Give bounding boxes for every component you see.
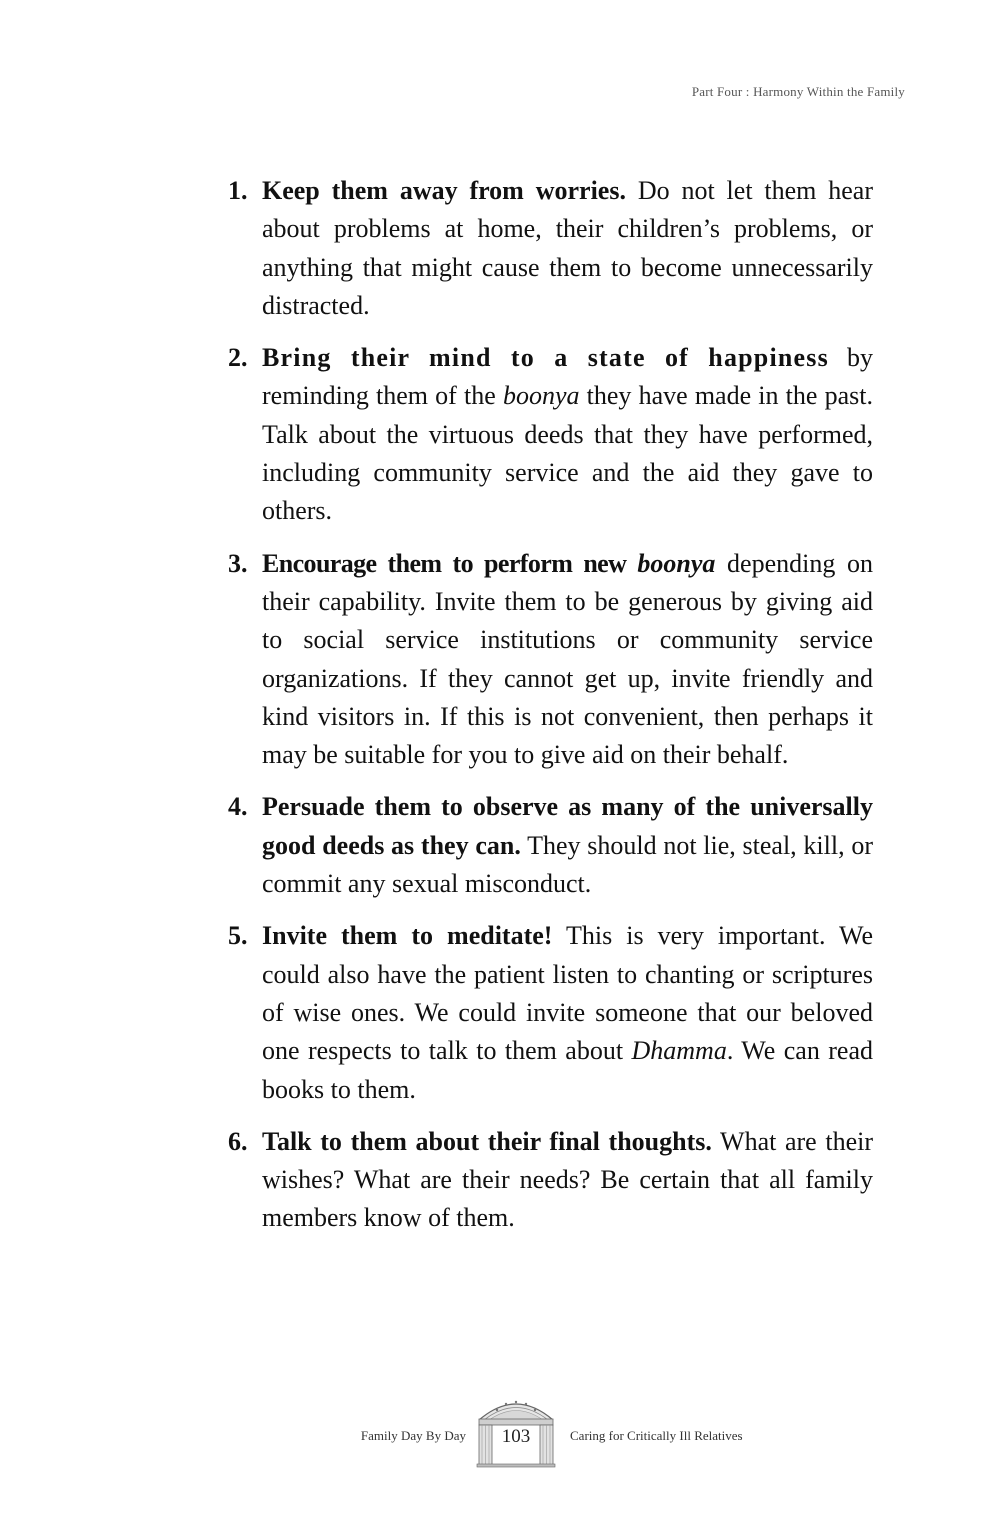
item-number: 3. bbox=[228, 548, 248, 578]
item-body: Do not let them hear about problems at home, their children’s problems, or anything that might cause them to become unnecessarily distracted. bbox=[262, 176, 873, 320]
item-body: They should not lie, steal, kill, or commit any sexual misconduct. bbox=[262, 830, 873, 899]
numbered-list bbox=[228, 172, 873, 1252]
item-term bbox=[637, 549, 715, 578]
list-item bbox=[228, 917, 873, 1108]
item-body: depending on their capability. Invite them to be generous by giving aid to social service institutions or community service organizations. If they cannot get up, invite friendly and kind visitors in. If this is not convenient, then perhaps it may be suitable for you to give aid on their behalf. bbox=[262, 548, 873, 770]
item-term: boonya bbox=[502, 381, 580, 411]
item-body: What are their wishes? What are their needs? Be certain that all family members know of them. bbox=[262, 1126, 873, 1233]
item-number: 5. bbox=[228, 921, 248, 951]
list-item bbox=[228, 1123, 873, 1238]
item-text bbox=[262, 788, 873, 903]
item-heading: Persuade them to observe as many of the universally good deeds as they can. bbox=[262, 792, 873, 860]
footer-chapter-title: Caring for Critically Ill Relatives bbox=[570, 1428, 743, 1443]
item-text bbox=[262, 172, 873, 325]
list-item bbox=[228, 339, 873, 530]
item-text bbox=[262, 339, 873, 530]
list-item bbox=[228, 172, 873, 325]
item-body: they have made in the past. Talk about the virtuous deeds that they have performed, including community service and the aid they gave to others. bbox=[262, 381, 873, 526]
list-item bbox=[228, 788, 873, 903]
page-footer bbox=[0, 1390, 1000, 1470]
item-text bbox=[262, 1123, 873, 1238]
item-heading: Bring their mind to a state of happiness bbox=[262, 343, 829, 373]
item-body: . We can read books to them. bbox=[262, 1036, 873, 1104]
item-body: by reminding them of the bbox=[262, 343, 874, 411]
item-heading: Encourage them to perform new bbox=[262, 548, 638, 578]
item-text bbox=[262, 917, 873, 1108]
page-number: 103 bbox=[501, 1426, 531, 1447]
item-heading: Keep them away from worries. bbox=[262, 176, 626, 205]
running-header: Part Four : Harmony Within the Family bbox=[691, 84, 905, 99]
item-number: 2. bbox=[228, 343, 248, 373]
item-number: 4. bbox=[228, 792, 248, 822]
list-item bbox=[228, 545, 873, 775]
item-heading: Talk to them about their final thoughts. bbox=[262, 1126, 712, 1156]
item-term-italic: boonya bbox=[637, 548, 716, 578]
item-body: This is very important. We could also have the patient listen to chanting or scriptures of wise ones. We could invite someone that our beloved one respects to talk to them about bbox=[262, 921, 873, 1066]
item-number: 6. bbox=[228, 1126, 248, 1156]
item-term: Dhamma bbox=[631, 1036, 727, 1066]
footer-book-title: Family Day By Day bbox=[360, 1428, 466, 1443]
item-number: 1. bbox=[228, 176, 248, 205]
item-heading: Invite them to meditate! bbox=[262, 921, 553, 951]
item-text bbox=[262, 545, 873, 775]
